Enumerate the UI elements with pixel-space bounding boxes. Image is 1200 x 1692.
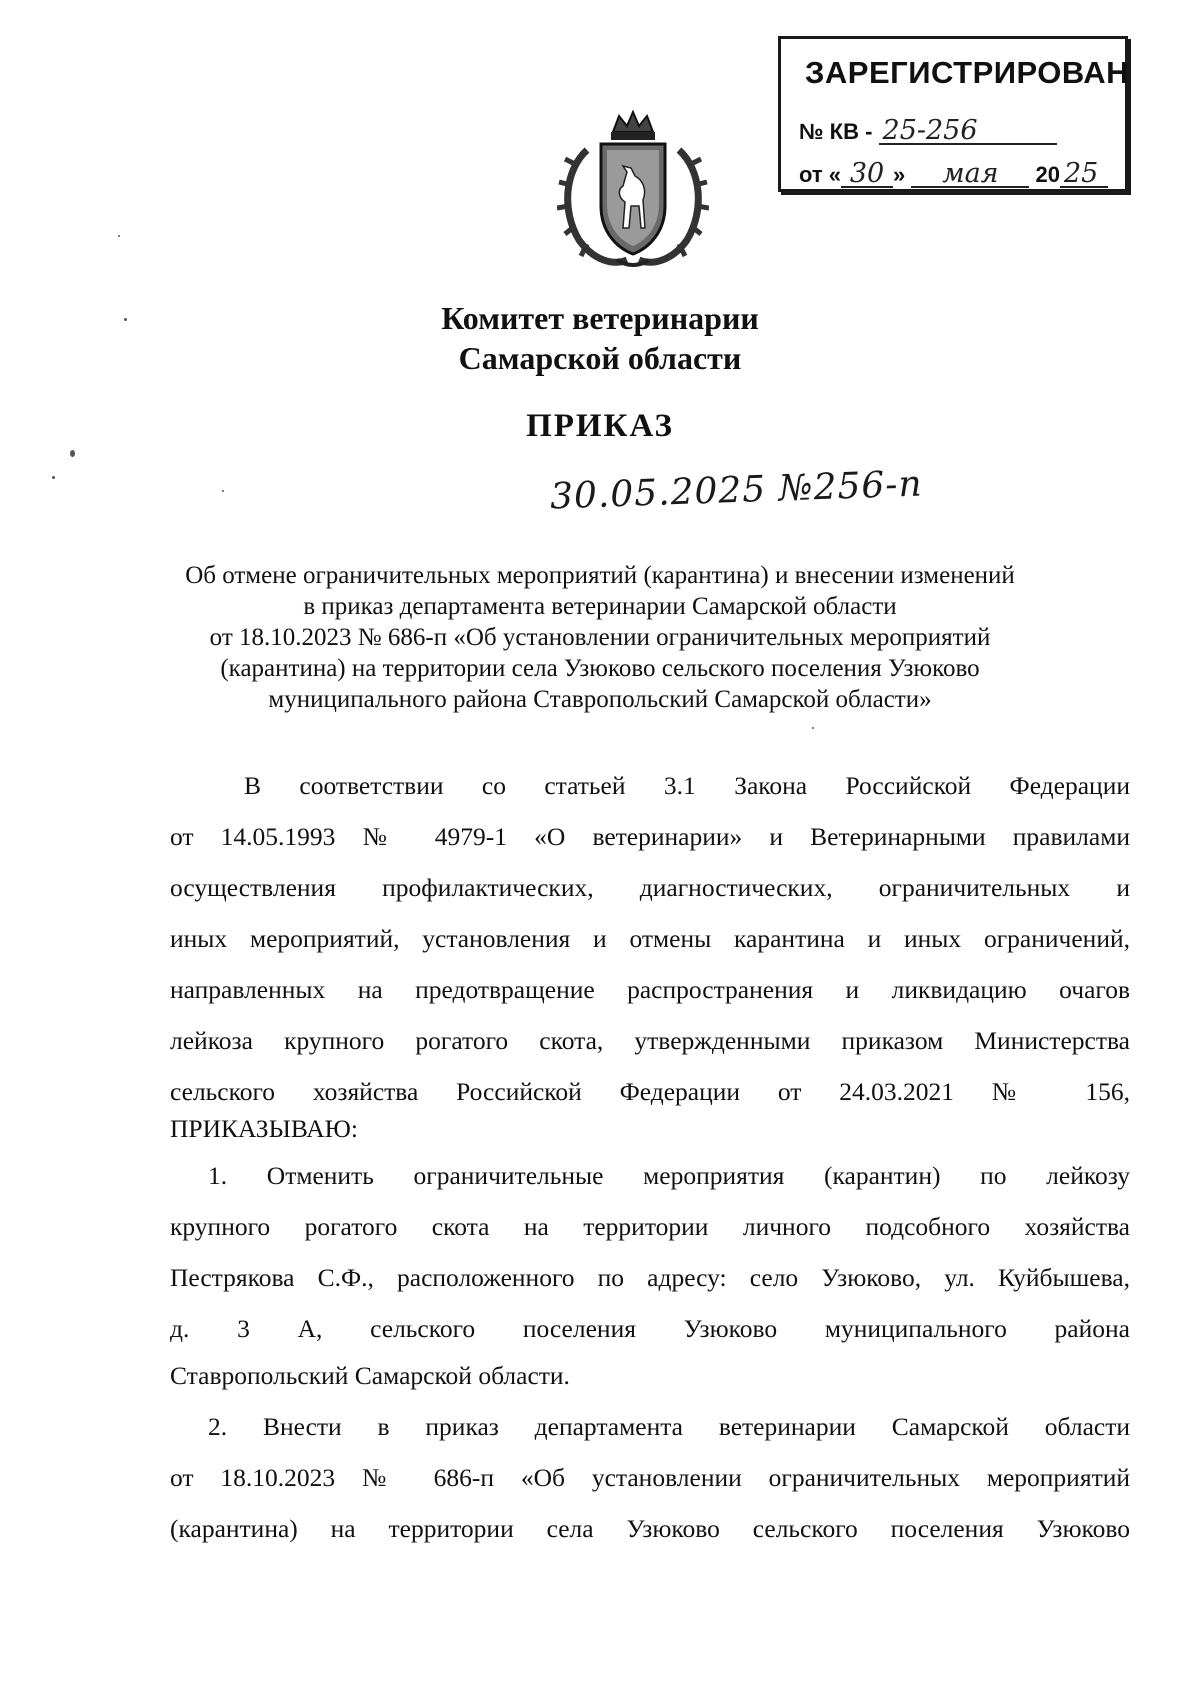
item-1-paragraph — [170, 1150, 1130, 1354]
organization-name-line2: Самарской области — [458, 340, 742, 376]
organization-name-line1: Комитет ветеринарии — [441, 300, 759, 336]
organization-name — [0, 298, 1200, 378]
stamp-date-mid: » — [893, 162, 906, 187]
body-line: сельского хозяйства Российской Федерации от 24.03.2021 № 156, — [170, 1077, 1130, 1106]
body-line: крупного рогатого скота на территории личного подсобного хозяйства — [170, 1212, 1130, 1241]
subject-line: от 18.10.2023 № 686-п «Об установлении ограничительных мероприятий — [209, 624, 991, 651]
subject-line: Об отмене ограничительных мероприятий (карантина) и внесении изменений — [185, 562, 1015, 589]
body-line: 1. Отменить ограничительные мероприятия (карантин) по лейкозу — [208, 1161, 1130, 1190]
stamp-title: ЗАРЕГИСТРИРОВАН — [805, 55, 1130, 90]
body-line: осуществления профилактических, диагностических, ограничительных и — [170, 873, 1130, 902]
document-body — [170, 760, 1130, 1554]
body-line: В соответствии со статьей 3.1 Закона Российской Федерации — [244, 771, 1130, 800]
subject-line: (карантина) на территории села Узюково сельского поселения Узюково — [220, 655, 980, 682]
body-line: от 18.10.2023 № 686-п «Об установлении ограничительных мероприятий — [170, 1463, 1130, 1492]
coat-of-arms-emblem — [557, 110, 709, 270]
subject-line: в приказ департамента ветеринарии Самарской области — [303, 593, 897, 620]
stamp-number-row — [799, 115, 1057, 146]
stamp-date-day: 30 — [841, 162, 893, 188]
body-line: Ставропольский Самарской области. — [170, 1361, 570, 1390]
stamp-date-year-prefix: 20 — [1035, 162, 1060, 187]
item-2-paragraph — [170, 1401, 1130, 1554]
document-subject — [0, 560, 1200, 715]
subject-line: муниципального района Ставропольский Самарской области» — [268, 686, 932, 713]
body-line: иных мероприятий, установления и отмены карантина и иных ограничений, — [170, 924, 1130, 953]
body-line: д. 3 А, сельского поселения Узюково муниципального района — [170, 1314, 1130, 1343]
stamp-number-label: № КВ - — [799, 119, 873, 144]
body-line: 2. Внести в приказ департамента ветеринарии Самарской области — [208, 1412, 1130, 1441]
stamp-date-month: мая — [911, 162, 1029, 188]
body-line: лейкоза крупного рогатого скота, утвержденными приказом Министерства — [170, 1026, 1130, 1055]
stamp-date-row — [799, 158, 1108, 189]
body-line: направленных на предотвращение распространения и ликвидацию очагов — [170, 975, 1130, 1004]
body-line: ПРИКАЗЫВАЮ: — [170, 1114, 358, 1143]
stamp-date-prefix: от « — [799, 162, 842, 187]
item-1-last-line — [170, 1350, 1130, 1401]
registration-stamp — [778, 36, 1128, 192]
body-line: от 14.05.1993 № 4979-1 «О ветеринарии» и Ветеринарными правилами — [170, 822, 1130, 851]
body-line: (карантина) на территории села Узюково сельского поселения Узюково — [170, 1514, 1130, 1543]
stamp-date-year-suffix: 25 — [1060, 162, 1108, 188]
stamp-number-value: 25-256 — [879, 119, 1057, 145]
handwritten-order-number: 30.05.2025 №256-п — [549, 463, 924, 518]
document-type-title: ПРИКАЗ — [526, 408, 674, 444]
body-line: Пестрякова С.Ф., расположенного по адресу: село Узюково, ул. Куйбышева, — [170, 1263, 1130, 1292]
preamble-paragraph — [170, 760, 1130, 1117]
